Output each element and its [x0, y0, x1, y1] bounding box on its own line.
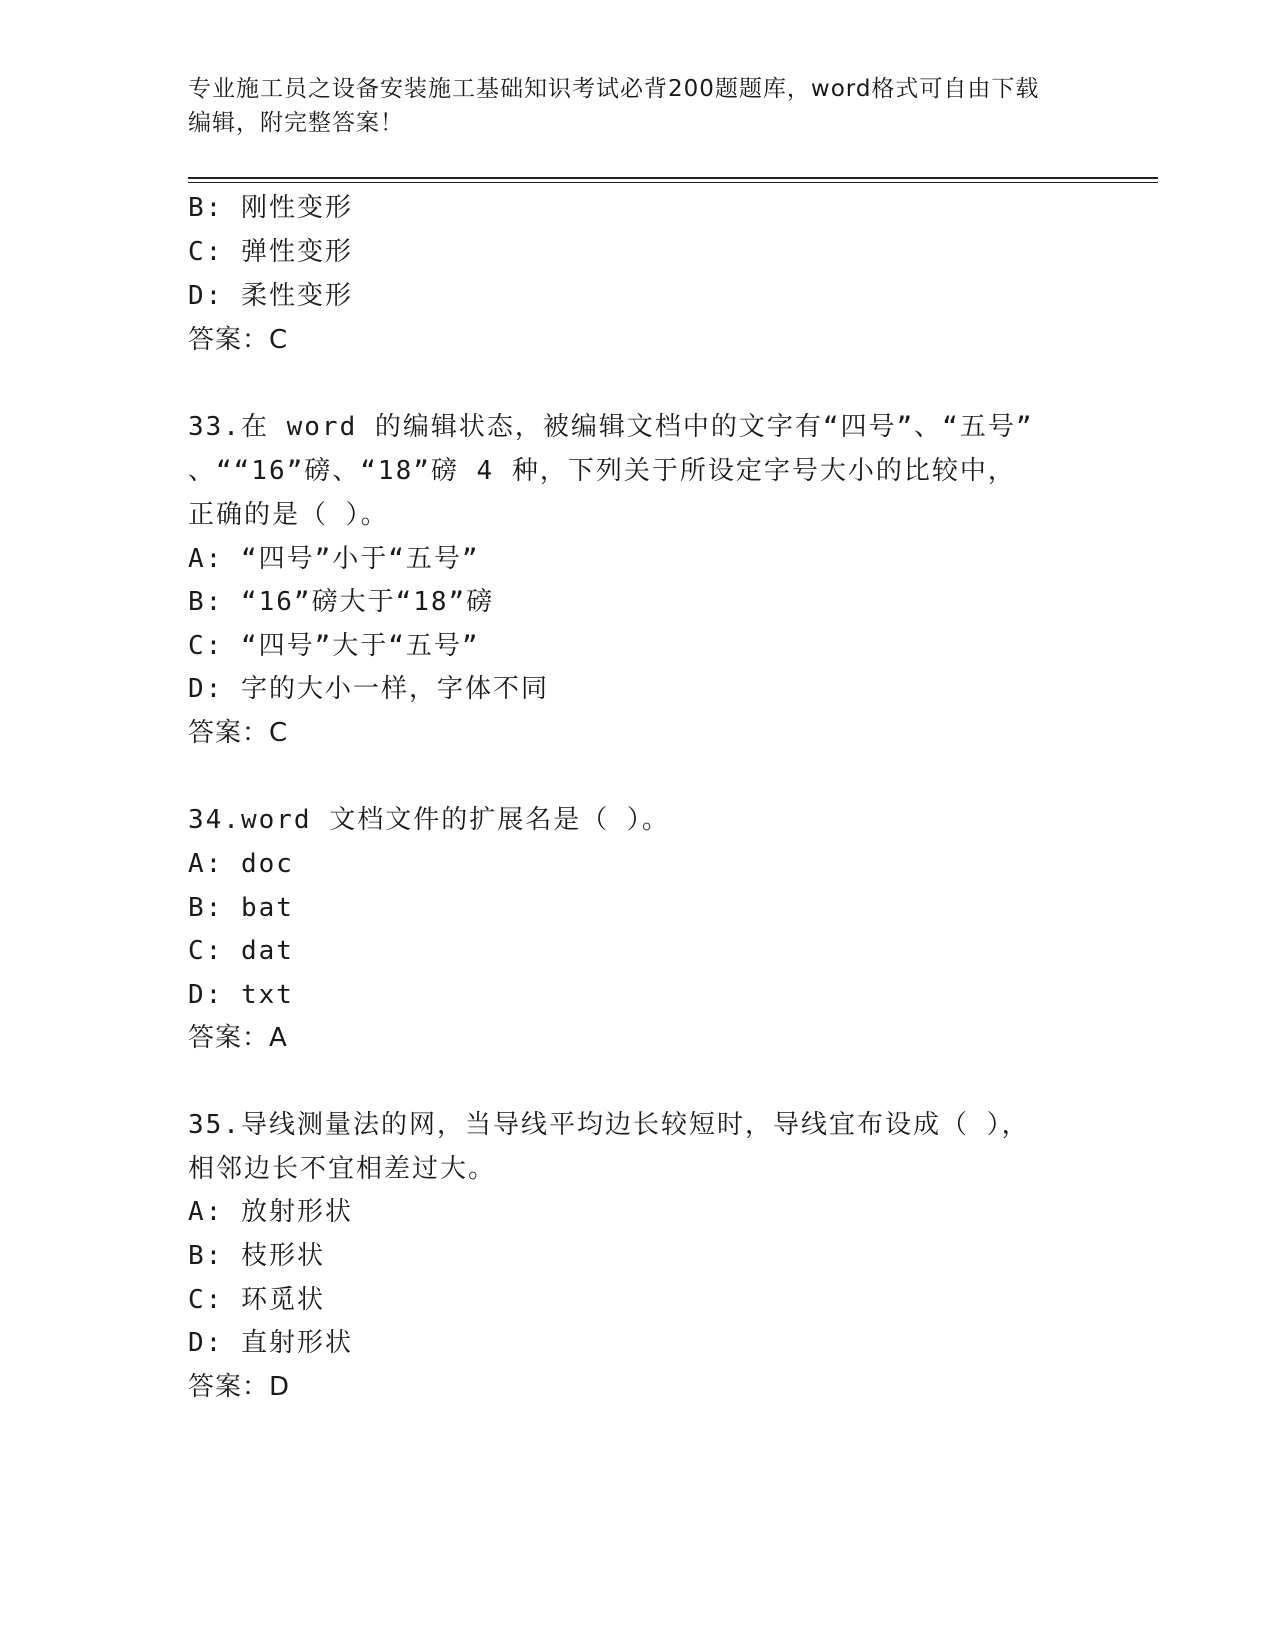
q32-option-b: B: 刚性变形	[188, 193, 353, 223]
q34-stem-line-1: 34.word 文档文件的扩展名是（ ）。	[188, 805, 670, 835]
q35-answer: 答案：D	[188, 1372, 291, 1402]
q32-option-d: D: 柔性变形	[188, 281, 353, 311]
q32-answer: 答案：C	[188, 325, 289, 355]
header-divider-thick	[188, 177, 1158, 179]
header-divider-thin	[188, 182, 1158, 183]
q35-option-a: A: 放射形状	[188, 1197, 353, 1227]
q34-option-a: A: doc	[188, 849, 294, 879]
q33-option-b: B: “16”磅大于“18”磅	[188, 587, 495, 617]
q33-stem-line-3: 正确的是（ ）。	[188, 500, 389, 530]
header-title-line-2: 编辑，附完整答案！	[188, 110, 404, 136]
q35-option-d: D: 直射形状	[188, 1328, 353, 1358]
q34-option-c: C: dat	[188, 936, 294, 966]
header-title-line-1: 专业施工员之设备安装施工基础知识考试必背200题题库，word格式可自由下载	[188, 76, 1040, 102]
q34-option-d: D: txt	[188, 980, 294, 1010]
q35-stem-line-2: 相邻边长不宜相差过大。	[188, 1154, 497, 1184]
q33-option-d: D: 字的大小一样，字体不同	[188, 674, 549, 704]
q33-option-a: A: “四号”小于“五号”	[188, 544, 480, 574]
q33-answer: 答案：C	[188, 718, 289, 748]
q35-stem-line-1: 35.导线测量法的网，当导线平均边长较短时，导线宜布设成（ ），	[188, 1110, 1030, 1140]
document-header	[188, 72, 1088, 140]
q34-answer: 答案：A	[188, 1023, 288, 1053]
q33-stem-line-2: 、““16”磅、“18”磅 4 种，下列关于所设定字号大小的比较中，	[188, 456, 1016, 486]
q34-option-b: B: bat	[188, 893, 294, 923]
q35-option-b: B: 枝形状	[188, 1241, 325, 1271]
q33-stem-line-1: 33.在 word 的编辑状态，被编辑文档中的文字有“四号”、“五号”	[188, 412, 1034, 442]
q33-option-c: C: “四号”大于“五号”	[188, 631, 480, 661]
q32-option-c: C: 弹性变形	[188, 237, 353, 267]
q35-option-c: C: 环觅状	[188, 1285, 325, 1315]
